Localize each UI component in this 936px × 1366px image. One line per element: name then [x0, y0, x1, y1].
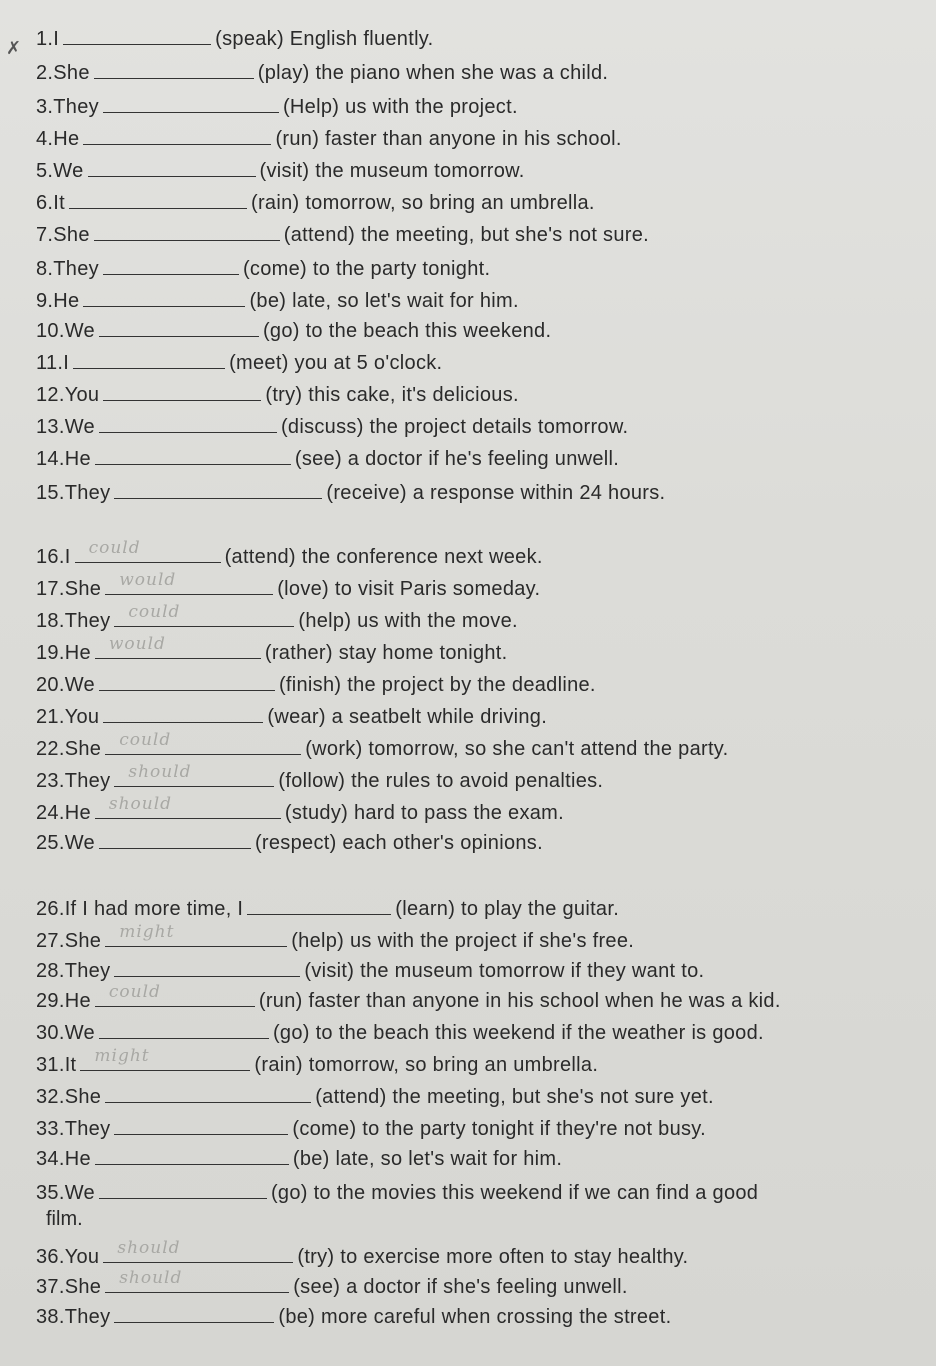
answer-blank[interactable]	[95, 794, 281, 819]
answer-blank[interactable]	[95, 1146, 289, 1165]
question-text: (go) to the beach this weekend if the weather is good.	[272, 1022, 764, 1044]
question-text: (go) to the beach this weekend.	[262, 320, 552, 342]
question-subject: We	[64, 674, 95, 696]
question-number: 2.	[36, 62, 54, 84]
question-subject: He	[64, 448, 91, 470]
question-number: 19.	[36, 642, 65, 664]
question-number: 21.	[36, 706, 65, 728]
answer-blank[interactable]	[105, 1084, 311, 1103]
question-row	[36, 446, 926, 471]
question-subject: She	[53, 62, 90, 84]
question-number: 16.	[36, 546, 65, 568]
answer-blank[interactable]	[114, 602, 294, 627]
answer-blank[interactable]	[94, 222, 280, 241]
answer-blank[interactable]	[94, 60, 254, 79]
faint-handwriting: could	[108, 982, 161, 1002]
question-subject: She	[64, 1086, 102, 1108]
question-text: (meet) you at 5 o'clock.	[229, 352, 443, 374]
answer-blank[interactable]	[105, 730, 301, 755]
question-number: 31.	[36, 1054, 65, 1076]
faint-handwriting: could	[119, 730, 172, 750]
question-subject: They	[53, 258, 99, 280]
question-text: (study) hard to pass the exam.	[284, 802, 565, 824]
question-row	[36, 126, 926, 151]
faint-handwriting: could	[128, 602, 181, 622]
question-text: (attend) the meeting, but she's not sure yet.	[315, 1086, 714, 1108]
question-text: (visit) the museum tomorrow.	[259, 160, 525, 182]
question-number: 14.	[36, 448, 65, 470]
answer-blank[interactable]	[95, 446, 291, 465]
question-row	[36, 730, 926, 761]
answer-blank[interactable]	[103, 704, 263, 723]
question-row	[36, 158, 926, 183]
answer-blank[interactable]	[105, 922, 287, 947]
question-number: 9.	[36, 290, 54, 312]
question-row	[36, 794, 926, 825]
question-text: (rather) stay home tonight.	[264, 642, 508, 664]
answer-blank[interactable]	[99, 830, 251, 849]
question-row	[36, 382, 926, 407]
question-subject: We	[64, 832, 95, 854]
question-text: (try) this cake, it's delicious.	[265, 384, 519, 406]
question-row	[36, 704, 926, 729]
question-number: 24.	[36, 802, 65, 824]
question-subject: You	[64, 706, 100, 728]
question-text: (receive) a response within 24 hours.	[326, 482, 666, 504]
answer-blank[interactable]	[69, 190, 247, 209]
question-number: 23.	[36, 770, 65, 792]
question-row	[36, 94, 926, 119]
question-number: 8.	[36, 258, 54, 280]
answer-blank[interactable]	[103, 1238, 293, 1263]
answer-blank[interactable]	[103, 94, 279, 113]
question-subject: She	[53, 224, 90, 246]
question-text: (see) a doctor if he's feeling unwell.	[294, 448, 620, 470]
question-subject: He	[64, 642, 91, 664]
question-text: (attend) the meeting, but she's not sure.	[283, 224, 649, 246]
faint-handwriting: might	[119, 922, 175, 942]
question-row	[36, 1180, 926, 1205]
question-text: (visit) the museum tomorrow if they want to.	[304, 960, 705, 982]
question-number: 30.	[36, 1022, 65, 1044]
answer-blank[interactable]	[114, 1304, 274, 1323]
faint-handwriting: should	[108, 794, 173, 814]
question-number: 36.	[36, 1246, 65, 1268]
question-number: 34.	[36, 1148, 65, 1170]
answer-blank[interactable]	[99, 672, 275, 691]
question-subject: He	[64, 1148, 91, 1170]
question-row	[36, 958, 926, 983]
question-text: (learn) to play the guitar.	[395, 898, 620, 920]
answer-blank[interactable]	[99, 1180, 267, 1199]
answer-blank[interactable]	[99, 1020, 269, 1039]
question-subject: We	[64, 1182, 95, 1204]
question-subject: They	[64, 1118, 111, 1140]
answer-blank[interactable]	[99, 414, 277, 433]
question-row	[36, 414, 926, 439]
question-subject: They	[64, 960, 111, 982]
question-row	[36, 1268, 926, 1299]
answer-blank[interactable]	[114, 1116, 288, 1135]
question-number: 37.	[36, 1276, 65, 1298]
question-text: (play) the piano when she was a child.	[257, 62, 609, 84]
question-number: 22.	[36, 738, 65, 760]
question-text: (Help) us with the project.	[282, 96, 518, 118]
question-subject: He	[53, 128, 80, 150]
question-number: 7.	[36, 224, 54, 246]
question-subject: He	[64, 802, 91, 824]
question-row	[36, 634, 926, 665]
question-row	[36, 480, 926, 505]
question-subject: It	[53, 192, 65, 214]
question-subject: It	[64, 1054, 77, 1076]
question-text: (run) faster than anyone in his school when he was a kid.	[258, 990, 781, 1012]
question-text: (attend) the conference next week.	[224, 546, 543, 568]
question-number: 1.	[36, 28, 54, 50]
answer-blank[interactable]	[95, 634, 261, 659]
question-number: 26.	[36, 898, 65, 920]
question-subject: You	[64, 384, 100, 406]
faint-handwriting: would	[108, 634, 166, 654]
question-subject: We	[64, 1022, 95, 1044]
question-subject: She	[64, 578, 102, 600]
question-number: 12.	[36, 384, 65, 406]
question-row	[36, 602, 926, 633]
faint-handwriting: should	[119, 1268, 183, 1288]
question-text: (help) us with the move.	[298, 610, 518, 632]
question-text: (be) late, so let's wait for him.	[249, 290, 519, 312]
question-35-continuation: film.	[46, 1208, 83, 1230]
answer-blank[interactable]	[114, 958, 300, 977]
answer-blank[interactable]	[95, 982, 255, 1007]
question-subject: They	[53, 96, 99, 118]
faint-handwriting: could	[88, 538, 141, 558]
question-text: (go) to the movies this weekend if we can find a good	[270, 1182, 759, 1204]
answer-blank[interactable]	[103, 256, 239, 275]
faint-handwriting: should	[128, 762, 192, 782]
question-text: (respect) each other's opinions.	[254, 832, 543, 854]
question-number: 28.	[36, 960, 65, 982]
question-number: 11.	[36, 352, 64, 374]
faint-handwriting: might	[94, 1046, 150, 1066]
question-text: (discuss) the project details tomorrow.	[280, 416, 629, 438]
question-subject: He	[53, 290, 80, 312]
answer-blank[interactable]	[247, 896, 391, 915]
question-subject: She	[64, 1276, 102, 1298]
question-number: 20.	[36, 674, 65, 696]
answer-blank[interactable]	[114, 480, 322, 499]
question-number: 18.	[36, 610, 65, 632]
question-number: 33.	[36, 1118, 65, 1140]
question-row	[36, 1304, 926, 1329]
question-row	[36, 288, 926, 313]
question-row	[36, 1020, 926, 1045]
question-subject: They	[64, 610, 111, 632]
question-row	[36, 256, 926, 281]
question-row	[36, 26, 926, 51]
answer-blank[interactable]	[80, 1046, 250, 1071]
question-number: 32.	[36, 1086, 65, 1108]
question-text: (be) late, so let's wait for him.	[292, 1148, 563, 1170]
question-text: (love) to visit Paris someday.	[277, 578, 541, 600]
question-text: (try) to exercise more often to stay healthy.	[297, 1246, 689, 1268]
question-row	[36, 318, 926, 343]
question-number: 25.	[36, 832, 65, 854]
question-subject: They	[64, 770, 111, 792]
question-number: 27.	[36, 930, 65, 952]
question-text: (help) us with the project if she's free.	[291, 930, 635, 952]
question-text: (speak) English fluently.	[215, 28, 434, 50]
question-row	[36, 922, 926, 953]
question-row	[36, 1146, 926, 1171]
answer-blank[interactable]	[73, 350, 225, 369]
question-subject: We	[53, 160, 84, 182]
question-text: (come) to the party tonight.	[242, 258, 491, 280]
question-text: (be) more careful when crossing the street.	[278, 1306, 672, 1328]
question-number: 3.	[36, 96, 54, 118]
answer-blank[interactable]	[105, 1268, 289, 1293]
question-subject: You	[64, 1246, 100, 1268]
question-number: 29.	[36, 990, 65, 1012]
question-subject: I	[64, 546, 71, 568]
answer-blank[interactable]	[75, 538, 221, 563]
faint-handwriting: would	[119, 570, 177, 590]
question-number: 15.	[36, 482, 65, 504]
question-text: (work) tomorrow, so she can't attend the party.	[305, 738, 729, 760]
question-row	[36, 538, 926, 569]
question-row	[36, 1084, 926, 1109]
question-row	[36, 222, 926, 247]
question-row	[36, 60, 926, 85]
question-row	[36, 762, 926, 793]
question-row	[36, 982, 926, 1013]
question-subject: She	[64, 738, 102, 760]
question-subject: They	[64, 482, 111, 504]
question-row	[36, 830, 926, 855]
question-subject: We	[64, 416, 95, 438]
question-number: 35.	[36, 1182, 65, 1204]
question-subject: They	[64, 1306, 111, 1328]
question-number: 5.	[36, 160, 54, 182]
answer-blank[interactable]	[88, 158, 256, 177]
question-number: 10.	[36, 320, 65, 342]
question-text: (wear) a seatbelt while driving.	[267, 706, 548, 728]
question-text: (finish) the project by the deadline.	[278, 674, 596, 696]
answer-blank[interactable]	[83, 288, 245, 307]
question-number: 17.	[36, 578, 65, 600]
question-row	[36, 672, 926, 697]
question-subject: If I had more time, I	[64, 898, 244, 920]
question-subject: He	[64, 990, 91, 1012]
faint-handwriting: should	[117, 1238, 181, 1258]
question-text: (run) faster than anyone in his school.	[275, 128, 622, 150]
question-number: 13.	[36, 416, 65, 438]
question-row	[36, 1046, 926, 1077]
question-text: (see) a doctor if she's feeling unwell.	[293, 1276, 628, 1298]
question-text: (follow) the rules to avoid penalties.	[278, 770, 604, 792]
question-text: (rain) tomorrow, so bring an umbrella.	[254, 1054, 599, 1076]
question-row	[36, 350, 926, 375]
question-subject: We	[64, 320, 95, 342]
question-number: 6.	[36, 192, 54, 214]
question-text: (rain) tomorrow, so bring an umbrella.	[251, 192, 595, 214]
question-subject: I	[53, 28, 60, 50]
question-text: (come) to the party tonight if they're not busy.	[292, 1118, 706, 1140]
question-row	[36, 190, 926, 215]
question-row	[36, 896, 926, 921]
answer-blank[interactable]	[105, 570, 273, 595]
cross-mark-icon: ✗	[6, 38, 22, 58]
question-subject: She	[64, 930, 102, 952]
answer-blank[interactable]	[114, 762, 274, 787]
answer-blank[interactable]	[83, 126, 271, 145]
answer-blank[interactable]	[63, 26, 211, 45]
answer-blank[interactable]	[99, 318, 259, 337]
question-row	[36, 570, 926, 601]
answer-blank[interactable]	[103, 382, 261, 401]
question-number: 4.	[36, 128, 54, 150]
question-row	[36, 1116, 926, 1141]
question-subject: I	[63, 352, 70, 374]
question-number: 38.	[36, 1306, 65, 1328]
